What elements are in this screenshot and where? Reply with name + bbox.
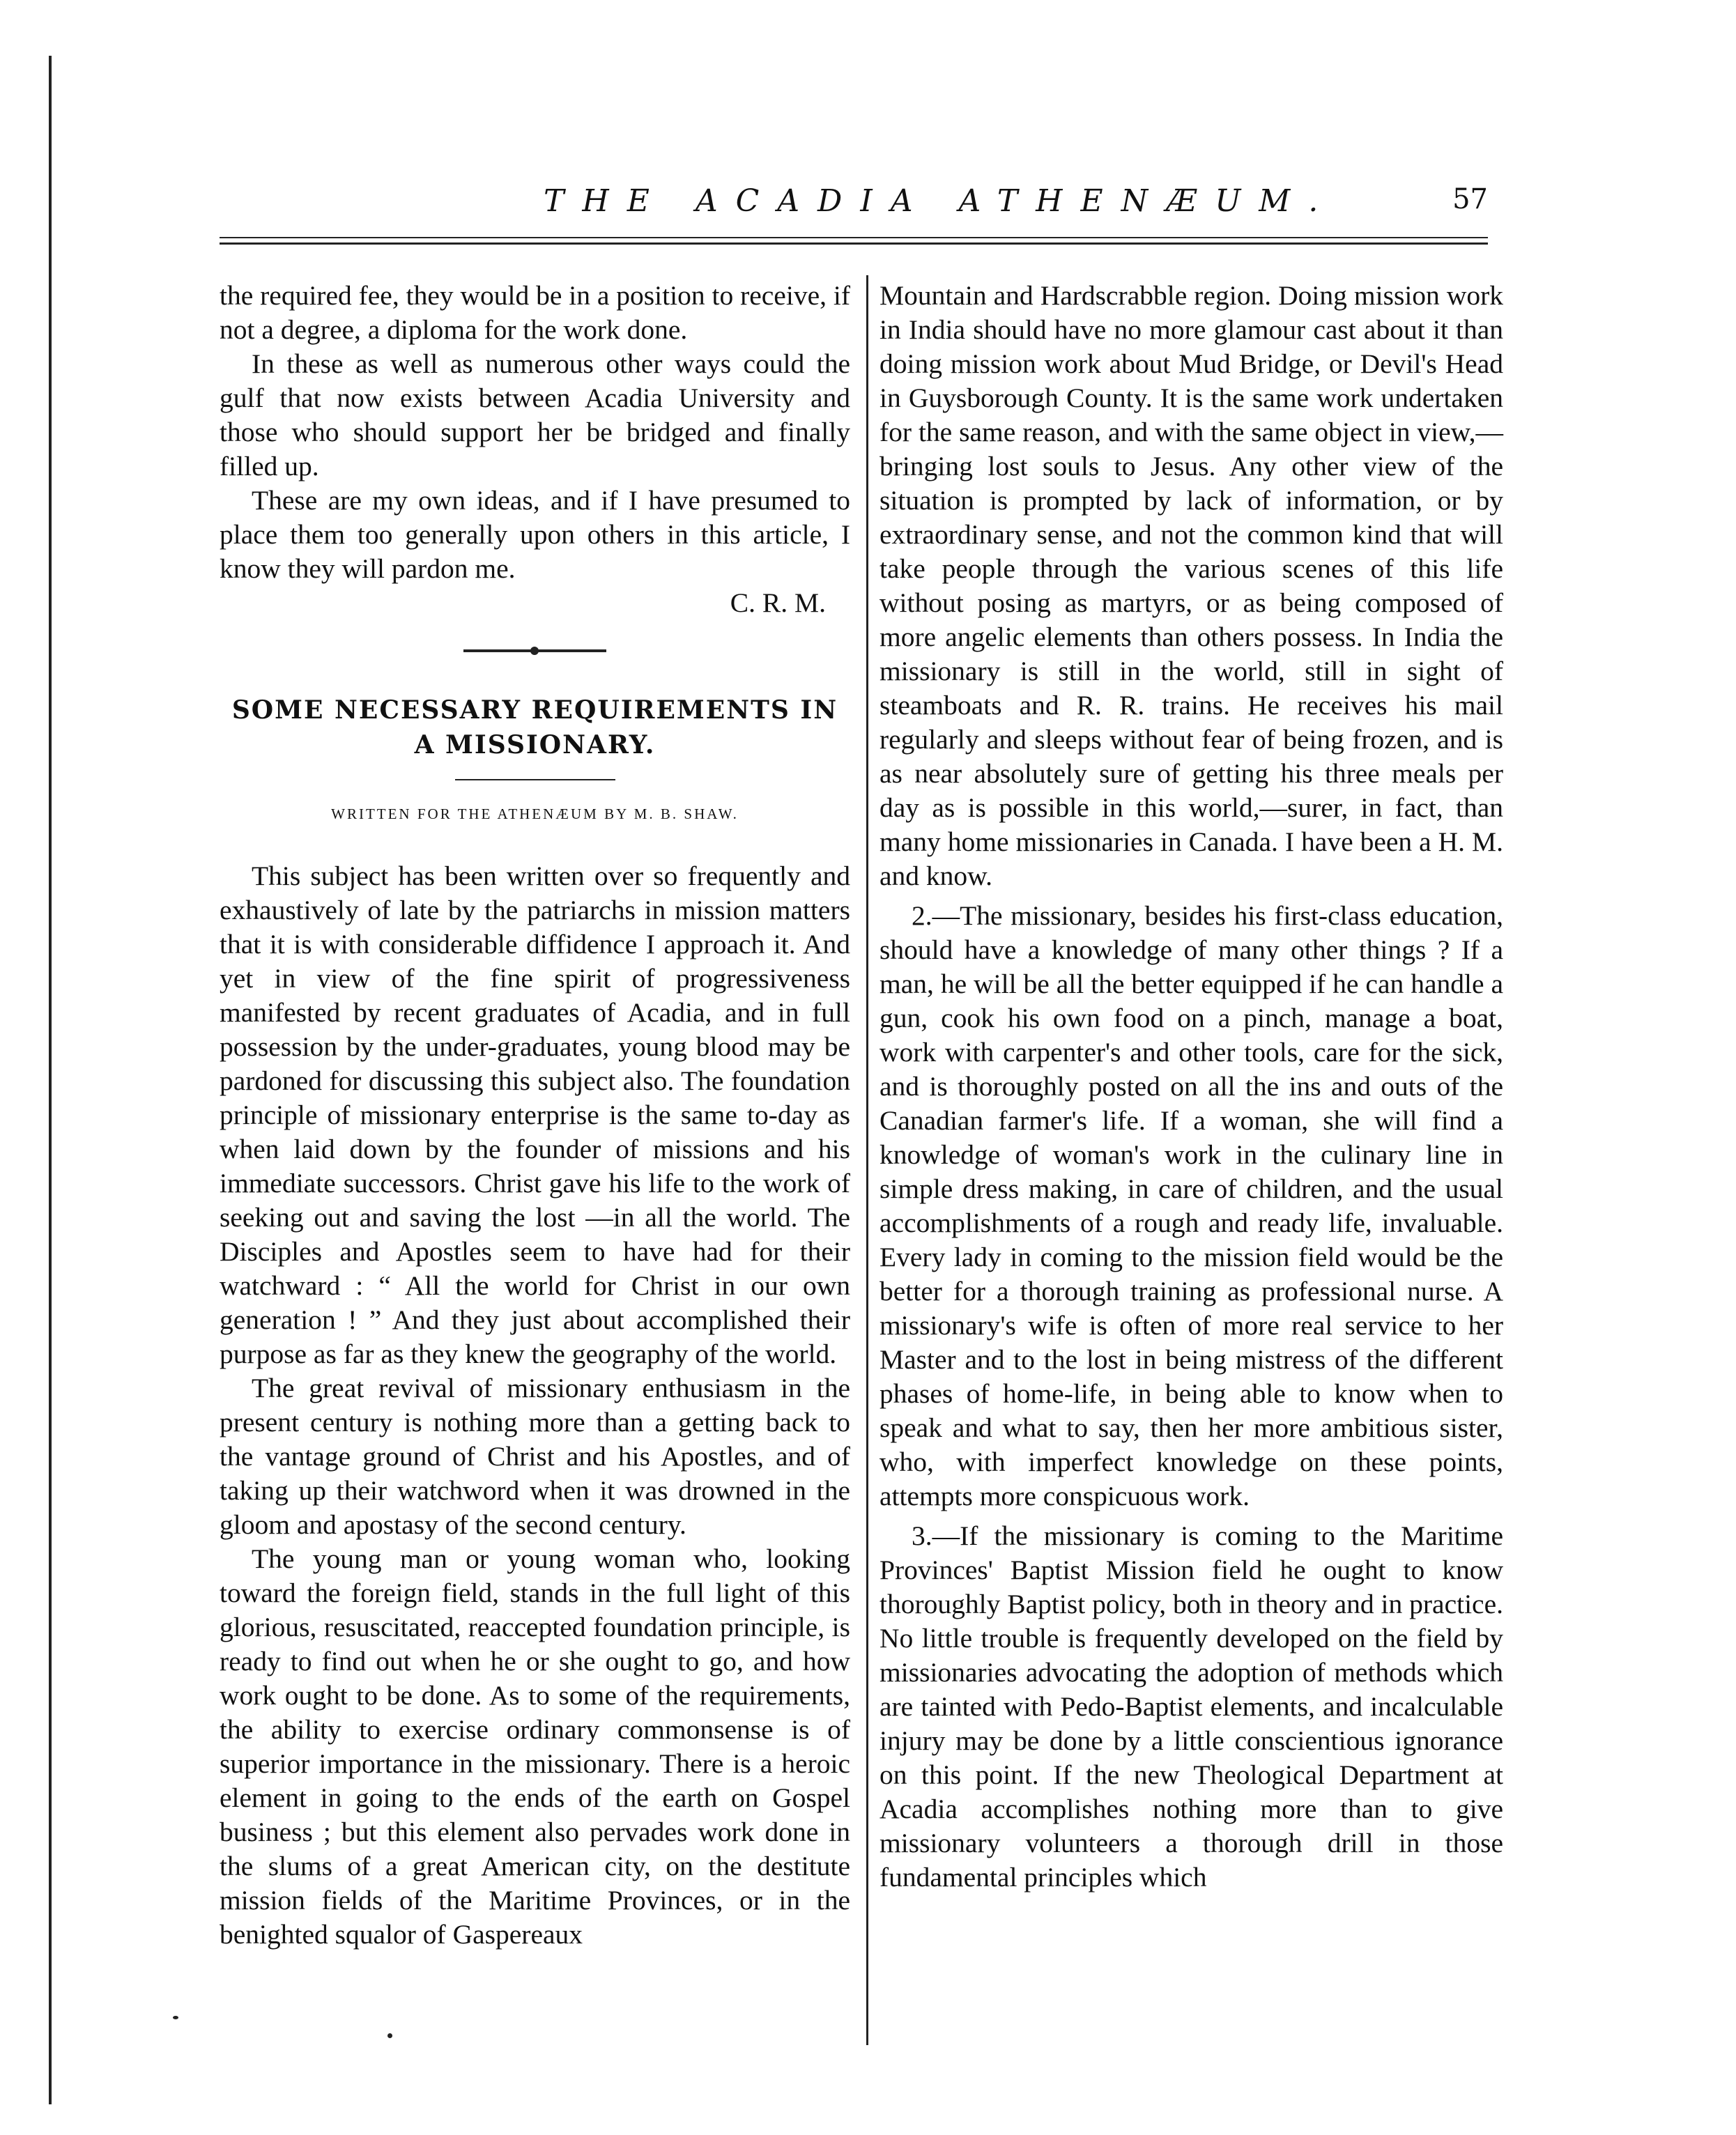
paragraph: 2.—The missionary, besides his first-class education, should have a knowledge of many other things ? If a man, he will be all the better equipped if he can handle a gun, cook his own food on a pinch, manage a boat, work with carpenter's and other tools, care for the sick, and is thoroughly posted on all the ins and outs of the Canadian farmer's life. If a woman, she will find a knowledge of woman's work in the culinary line in simple dress making, in care of children, and the usual accomplishments of a rough and ready life, invaluable. Every lady in coming to the mission field would be the better for a thorough training as professional nurse. A missionary's wife is often of more real service to her Master and to the lost in being mistress of the different phases of home-life, in being able to know when to speak and what to say, then her more ambitious sister, who, with imperfect knowledge on these points, attempts more conspicuous work. <box>879 900 1503 1511</box>
paragraph: the required fee, they would be in a position to receive, if not a degree, a diploma for the work done. <box>220 280 850 345</box>
header-rule <box>220 237 1488 245</box>
article-title: SOME NECESSARY REQUIREMENTS IN A MISSIONARY. <box>231 695 838 760</box>
left-column <box>220 279 850 1952</box>
paragraph: 3.—If the missionary is coming to the Maritime Provinces' Baptist Mission field he ought to know thoroughly Baptist policy, both in theory and in practice. No little trouble is frequently developed on the field by missionaries advocating the adoption of methods which are tainted with Pedo-Baptist elements, and incalculable injury may be done by a little conscientious ignorance on this point. If the new Theological Department at Acadia accomplishes nothing more than to give missionary volunteers a thorough drill in those fundamental principles which <box>879 1520 1503 1893</box>
column-divider <box>866 275 868 2045</box>
article-byline: WRITTEN FOR THE ATHENÆUM BY M. B. SHAW. <box>331 806 739 822</box>
section-divider <box>463 649 606 652</box>
paragraph: This subject has been written over so frequently and exhaustively of late by the patriarchs in mission matters that it is with considerable diffidence I approach it. And yet in view of the fine spirit of progressiveness manifested by recent graduates of Acadia, and in full possession by the under-graduates, young blood may be pardoned for discussing this subject also. The foundation principle of missionary enterprise is the same to-day as when laid down by the founder of missions and his immediate successors. Christ gave his life to the work of seeking out and saving the lost —in all the world. The Disciples and Apostles seem to have had for their watchward : “ All the world for Christ in our own generation ! ” And they just about accomplished their purpose as far as they knew the geography of the world. <box>220 861 850 1369</box>
stray-mark <box>173 2016 178 2019</box>
paragraph: The young man or young woman who, looking toward the foreign field, stands in the full light of this glorious, resuscitated, reaccepted foundation principle, is ready to find out when he or she ought to go, and how work ought to be done. As to some of the requirements, the ability to exercise ordinary commonsense is of superior importance in the missionary. There is a heroic element in going to the ends of the earth on Gospel business ; but this element also pervades work done in the slums of a great American city, on the destitute mission fields of the Maritime Provinces, or in the benighted squalor of Gaspereaux <box>220 1543 850 1950</box>
page-header <box>209 178 1488 226</box>
paragraph: In these as well as numerous other ways could the gulf that now exists between Acadia University and those who should support her be bridged and finally filled up. <box>220 348 850 481</box>
paragraph: The great revival of missionary enthusiasm in the present century is nothing more than a getting back to the vantage ground of Christ and his Apostles, and of taking up their watchword when it was drowned in the gloom and apostasy of the second century. <box>220 1373 850 1540</box>
author-signature: C. R. M. <box>730 587 826 618</box>
paragraph <box>220 484 850 586</box>
signature-line <box>220 586 850 620</box>
byline-rule <box>455 779 615 780</box>
page-number: 57 <box>1452 183 1488 215</box>
binding-edge-line <box>49 56 52 2104</box>
running-title: THE ACADIA ATHENÆUM. <box>544 183 1337 219</box>
paragraph-text: These are my own ideas, and if I have presumed to place them too generally upon others in this article, I know they will pardon me. <box>220 485 850 584</box>
right-column <box>879 279 1503 1895</box>
paragraph: Mountain and Hardscrabble region. Doing mission work in India should have no more glamour cast about it than doing mission work about Mud Bridge, or Devil's Head in Guysborough County. It is the same work undertaken for the same reason, and with the same object in view,—bringing lost souls to Jesus. Any other view of the situation is prompted by lack of information, or by extraordinary sense, and not the common kind that will take people through the various scenes of this life without posing as martyrs, or as being composed of more angelic elements than others possess. In India the missionary is still in the world, still in sight of steamboats and R. R. trains. He receives his mail regularly and sleeps without fear of being frozen, and is as near absolutely sure of getting his three meals per day as is possible in this world,—surer, in fact, than many home missionaries in Canada. I have been a H. M. and know. <box>879 280 1503 891</box>
stray-mark <box>387 2033 392 2038</box>
